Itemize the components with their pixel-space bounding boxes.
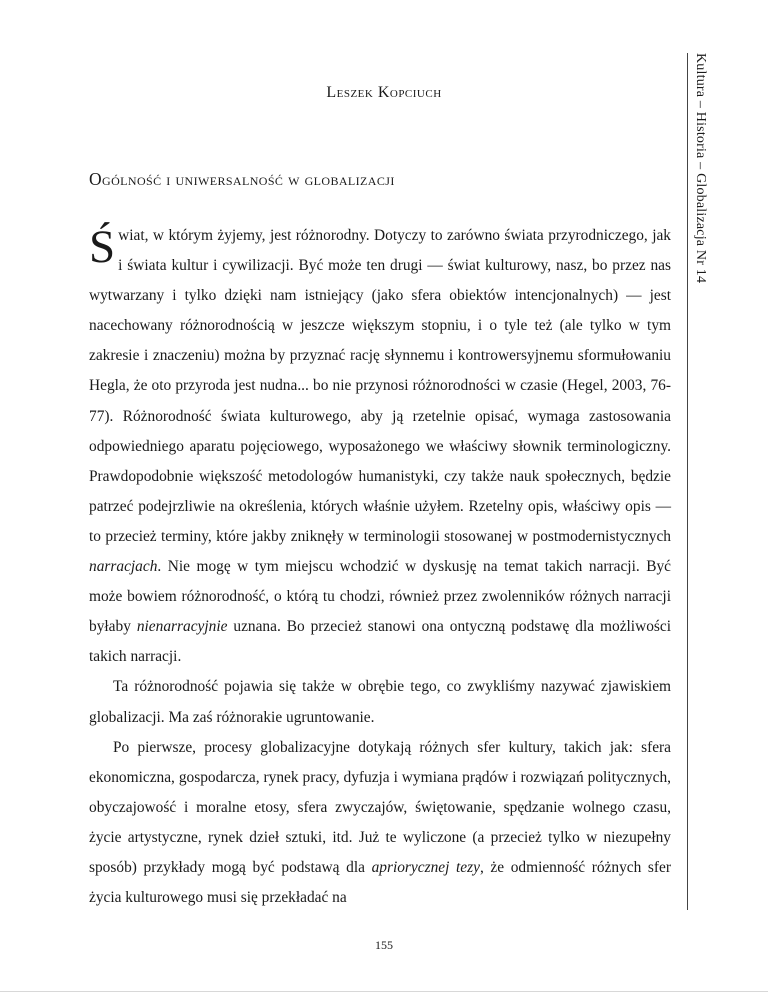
paragraph-1-text-a: wiat, w którym żyjemy, jest różnorodny. Dotyczy to zarówno świata przyrodniczego, jak i świata kultur i cywilizacji. Być może ten drugi — świat kulturowy, nasz, bo przez nas wytwarzany i tylko dzięki nam istniejący (jako sfera obiektów intencjonalnych) — jest nacechowany różnorodnością w jeszcze większym stopniu, i o tyle też (ale tylko w tym zakresie i znaczeniu) można by przyznać rację słynnemu i kontrowersyjnemu sformułowaniu Hegla, że oto przyroda jest nudna... bo nie przynosi różnorodności w czasie (Hegel, 2003, 76-77). Różnorodność świata kulturowego, aby ją rzetelnie opisać, wymaga zastosowania odpowiedniego aparatu pojęciowego, wyposażonego we właściwy słownik terminologiczny. Prawdopodobnie większość metodologów humanistyki, czy także nauk społecznych, będzie patrzeć podejrzliwie na określenia, których właśnie użyłem. Rzetelny opis, właściwy opis — to przecież terminy, które jakby zniknęły w terminologii stosowanej w postmodernistycznych xyxy=(89,227,671,545)
running-head xyxy=(693,53,715,323)
paragraph-1-text-c: uznana. Bo przecież stanowi ona ontyczną podstawę dla możliwości takich narracji. xyxy=(89,618,671,666)
article-body xyxy=(89,221,671,913)
paragraph-1-text-b: . Nie mogę w tym miejscu wchodzić w dyskusję na temat takich narracji. Być może bowiem różnorodność, o którą tu chodzi, również przez zwolenników różnych narracji byłaby xyxy=(89,558,671,636)
paragraph-3 xyxy=(89,733,671,914)
paragraph-1 xyxy=(89,221,671,672)
paragraph-3-text-a: Po pierwsze, procesy globalizacyjne dotykają różnych sfer kultury, takich jak: sfera ekonomiczna, gospodarcza, rynek pracy, dyfuzja i wymiana prądów i rozwiązań politycznych, obyczajowość i moralne etosy, sfera zwyczajów, świętowanie, spędzanie wolnego czasu, życie artystyczne, rynek dzieł sztuki, itd. Już te wyliczone (a przecież tylko w niezupełny sposób) przykłady mogą być podstawą dla xyxy=(89,738,671,876)
page-bottom-edge xyxy=(0,991,768,992)
paragraph-2: Ta różnorodność pojawia się także w obrębie tego, co zwykliśmy nazywać zjawiskiem globalizacji. Ma zaś różnorakie ugruntowanie. xyxy=(89,678,671,726)
author-name: Leszek Kopciuch xyxy=(326,84,442,101)
article-title: Ogólność i uniwersalność w globalizacji xyxy=(89,169,395,189)
drop-cap: Ś xyxy=(89,221,116,273)
paragraph-3-text-b: , że odmienność różnych sfer życia kulturowego musi się przekładać na xyxy=(89,858,671,907)
margin-rule xyxy=(687,53,688,910)
paragraph-1-emphasis-b: nienarracyjnie xyxy=(136,618,228,636)
paragraph-1-emphasis-a: narracjach xyxy=(89,558,158,576)
running-head-text: Kultura – Historia – Globalizacja Nr 14 xyxy=(693,53,708,284)
paragraph-3-emphasis: apriorycznej tezy xyxy=(371,858,480,876)
page-number: 155 xyxy=(375,938,393,952)
